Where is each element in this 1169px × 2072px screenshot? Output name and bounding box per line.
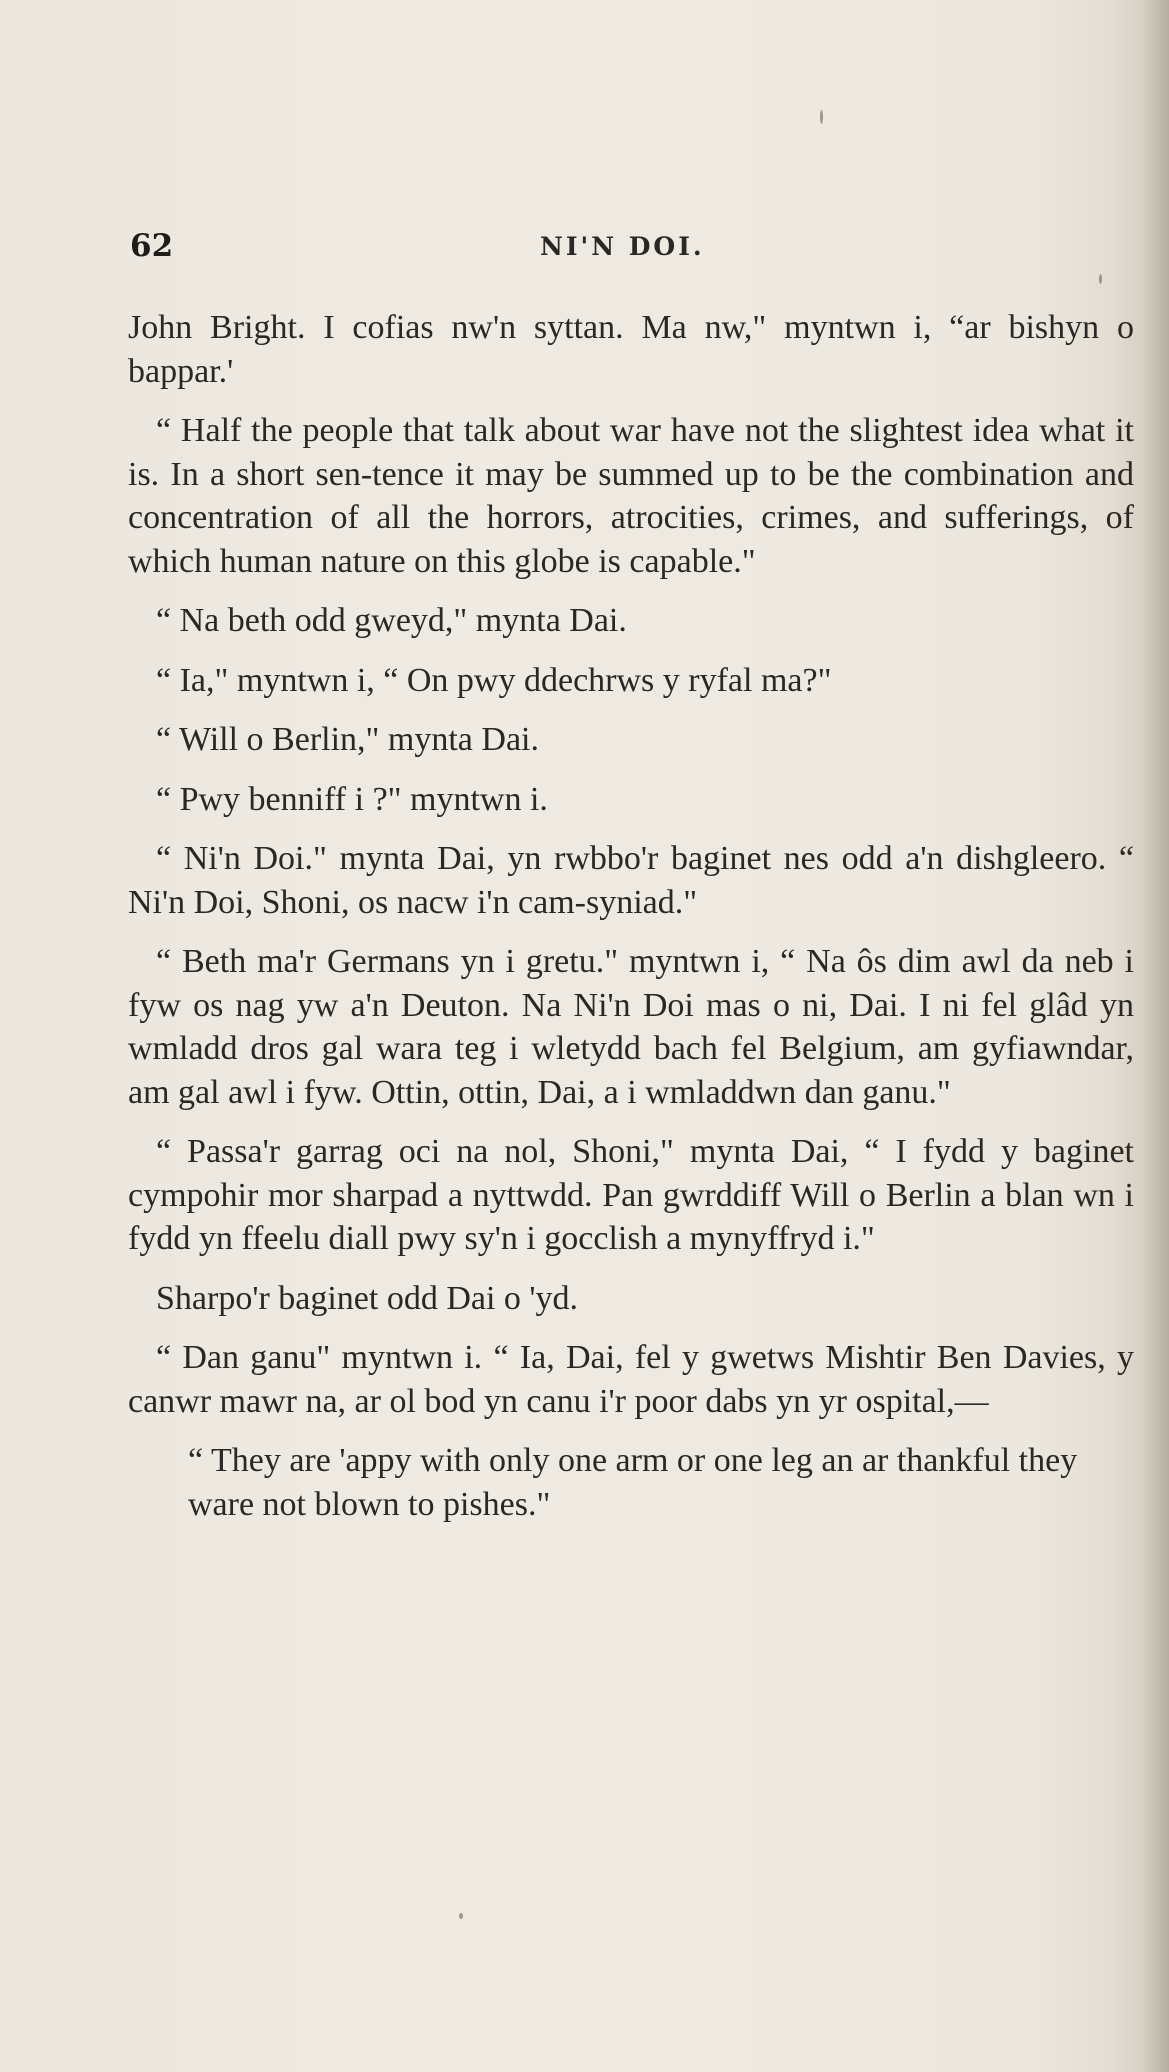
paragraph: “ Will o Berlin," mynta Dai. xyxy=(156,721,539,758)
page-header xyxy=(0,228,1169,278)
paragraph: Sharpo'r baginet odd Dai o 'yd. xyxy=(156,1279,579,1317)
paragraph: John Bright. I cofias nw'n syttan. Ma nw," myntwn i, “ar bishyn o bappar.' xyxy=(128,309,1134,390)
page-edge-shadow xyxy=(1141,0,1169,2072)
page-body xyxy=(128,306,1134,1526)
paper-speck xyxy=(820,110,823,124)
paper-speck xyxy=(1099,274,1102,284)
page-number: 62 xyxy=(130,228,174,264)
paper-speck xyxy=(459,1913,463,1919)
paragraph: “ Dan ganu" myntwn i. “ Ia, Dai, fel y gwetws Mishtir Ben Davies, y canwr mawr na, ar ol bod yn canu i'r poor dabs yn yr ospital,— xyxy=(128,1339,1134,1420)
paragraph: “ Pwy benniff i ?" myntwn i. xyxy=(156,780,548,818)
paragraph: “ Ia," myntwn i, “ On pwy ddechrws y ryfal ma?" xyxy=(156,661,832,699)
paragraph: “ Passa'r garrag oci na nol, Shoni," mynta Dai, “ I fydd y baginet cympohir mor sharpad a nyttwdd. Pan gwrddiff Will o Berlin a blan wn i fydd yn ffeelu diall pwy sy'n i gocclish a mynyffryd i." xyxy=(128,1133,1134,1257)
paragraph: “ Beth ma'r Germans yn i gretu." myntwn i, “ Na ôs dim awl da neb i fyw os nag yw a'n Deuton. Na Ni'n Doi mas o ni, Dai. I ni fel glâd yn wmladd dros gal wara teg i wletydd bach fel Belgium, am gyfiawndar, am gal awl i fyw. Ottin, ottin, Dai, a i wmladdwn dan ganu." xyxy=(128,943,1134,1111)
running-head: NI'N DOI. xyxy=(540,232,705,261)
block-quote: “ They are 'appy with only one arm or one leg an ar thankful they ware not blown to pishes." xyxy=(188,1442,1078,1523)
paragraph: “ Half the people that talk about war have not the slightest idea what it is. In a short sen-tence it may be summed up to be the combination and concentration of all the horrors, atrocities, crimes, and sufferings, of which human nature on this globe is capable." xyxy=(128,412,1134,580)
paragraph: “ Ni'n Doi." mynta Dai, yn rwbbo'r baginet nes odd a'n dishgleero. “ Ni'n Doi, Shoni, os nacw i'n cam-syniad." xyxy=(128,840,1134,921)
paragraph: “ Na beth odd gweyd," mynta Dai. xyxy=(156,602,627,639)
